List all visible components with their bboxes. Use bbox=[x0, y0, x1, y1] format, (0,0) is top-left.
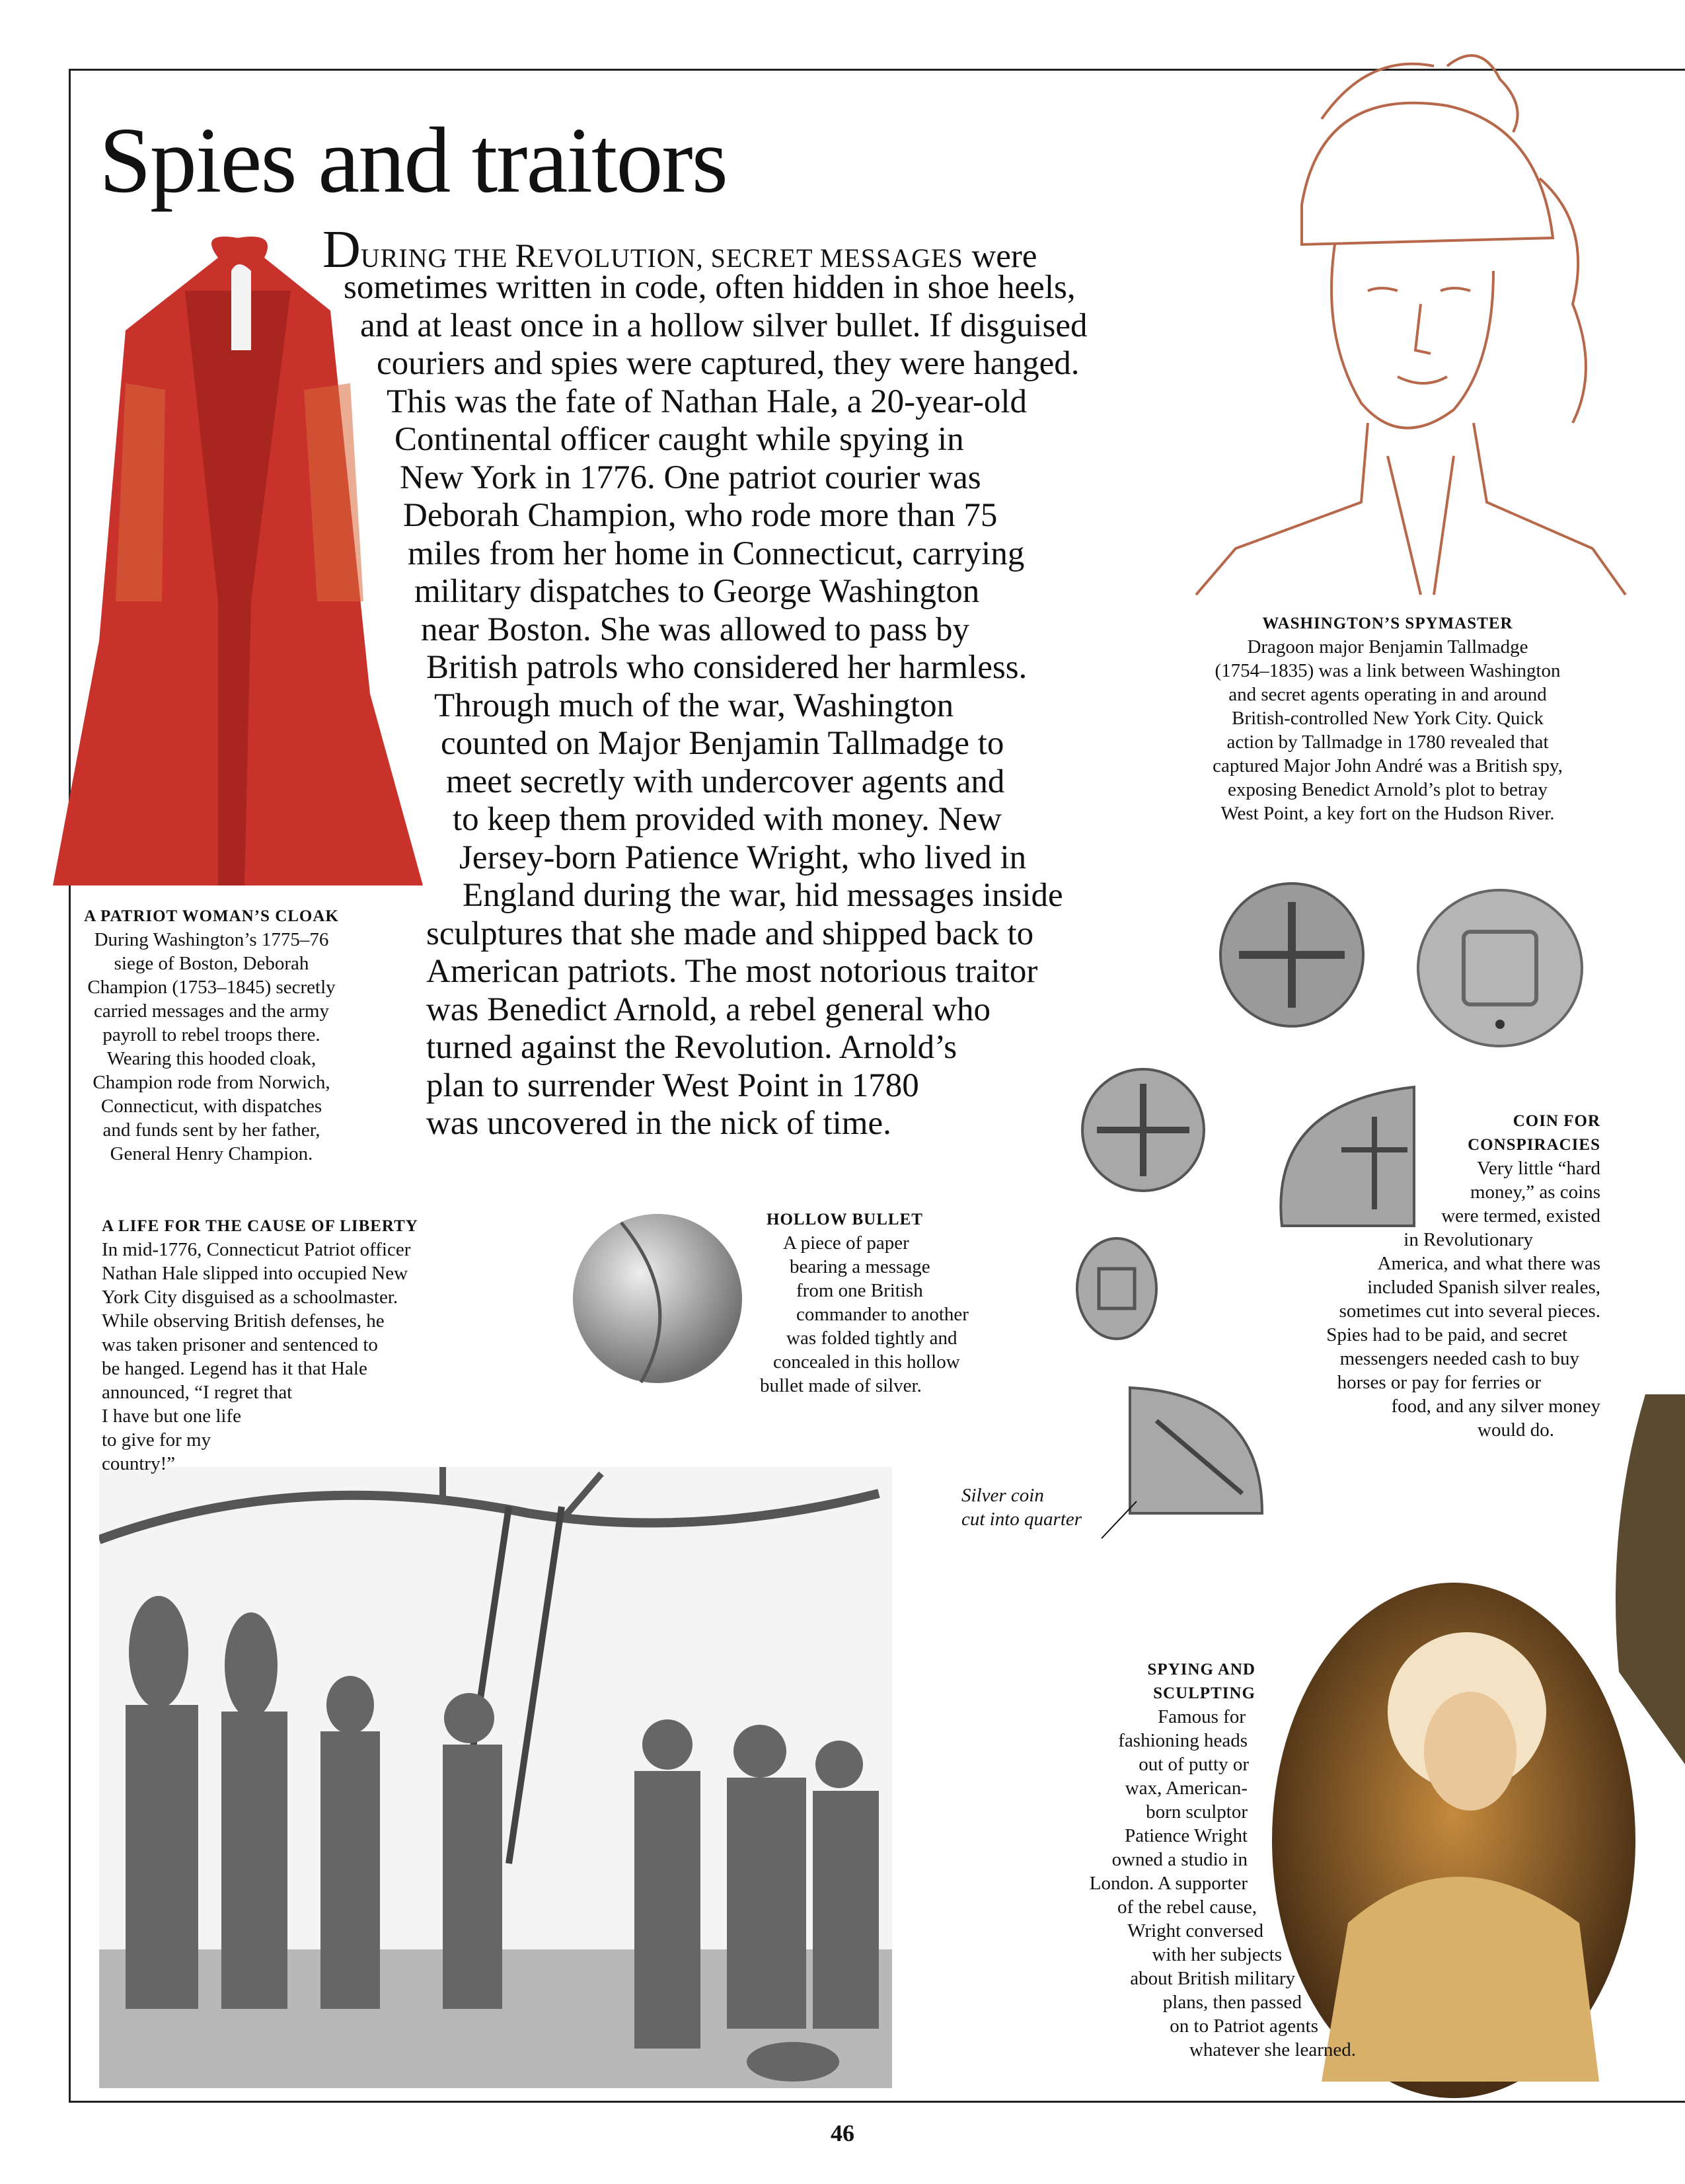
intro-line: DURING THE REVOLUTION, SECRET MESSAGES were bbox=[322, 221, 1037, 279]
intro-line: New York in 1776. One patriot courier was bbox=[400, 459, 981, 496]
intro-line: Jersey-born Patience Wright, who lived in bbox=[459, 839, 1027, 876]
intro-line: counted on Major Benjamin Tallmadge to bbox=[441, 725, 1004, 762]
patience-wright-portrait bbox=[1269, 1579, 1639, 2101]
intro-line: couriers and spies were captured, they were hanged. bbox=[377, 345, 1080, 382]
intro-line: England during the war, hid messages inside bbox=[463, 877, 1063, 914]
coin-image bbox=[1216, 879, 1368, 1031]
intro-line: This was the fate of Nathan Hale, a 20-year-old bbox=[387, 383, 1027, 420]
intro-line: miles from her home in Connecticut, carrying bbox=[408, 535, 1025, 572]
caption-heading: A LIFE FOR THE CAUSE OF LIBERTY bbox=[102, 1217, 418, 1235]
intro-line: Through much of the war, Washington bbox=[434, 687, 954, 724]
intro-line: turned against the Revolution. Arnold’s bbox=[426, 1029, 957, 1066]
half-coin-image bbox=[1262, 1077, 1421, 1229]
intro-line: was uncovered in the nick of time. bbox=[426, 1105, 891, 1142]
intro-line: meet secretly with undercover agents and bbox=[446, 763, 1005, 800]
hollow-bullet-image bbox=[568, 1209, 747, 1388]
caption-heading: SPYING AND bbox=[1147, 1661, 1255, 1678]
intro-line: to keep them provided with money. New bbox=[453, 801, 1002, 838]
intro-line: sculptures that she made and shipped back to bbox=[426, 915, 1034, 952]
intro-line: near Boston. She was allowed to pass by bbox=[421, 611, 970, 648]
page-title: Spies and traitors bbox=[99, 108, 727, 212]
caption-heading: SCULPTING bbox=[1153, 1684, 1255, 1702]
quarter-coin-image bbox=[1117, 1381, 1269, 1520]
execution-engraving-image bbox=[99, 1467, 892, 2088]
coin-image bbox=[1077, 1064, 1209, 1196]
intro-line: Deborah Champion, who rode more than 75 bbox=[403, 497, 998, 534]
intro-line: plan to surrender West Point in 1780 bbox=[426, 1067, 919, 1104]
intro-line: and at least once in a hollow silver bullet. If disguised bbox=[360, 307, 1088, 344]
coin-image bbox=[1414, 885, 1586, 1051]
caption-heading: A PATRIOT WOMAN’S CLOAK bbox=[84, 907, 339, 925]
dropcap: D bbox=[322, 221, 361, 279]
caption-heading: COIN FOR bbox=[1513, 1112, 1600, 1130]
small-coin-image bbox=[1074, 1236, 1160, 1341]
intro-line: British patrols who considered her harmless. bbox=[426, 649, 1028, 686]
intro-line: was Benedict Arnold, a rebel general who bbox=[426, 991, 991, 1028]
intro-line: American patriots. The most notorious traitor bbox=[426, 953, 1038, 990]
caption-pointer-line bbox=[1100, 1500, 1140, 1540]
page-number: 46 bbox=[831, 2120, 854, 2146]
intro-line: Continental officer caught while spying in bbox=[394, 421, 964, 458]
intro-line: military dispatches to George Washington bbox=[414, 573, 980, 610]
tallmadge-portrait-sketch bbox=[1170, 26, 1632, 601]
caption-heading: CONSPIRACIES bbox=[1468, 1136, 1600, 1154]
partial-image-edge bbox=[1606, 1394, 1685, 1764]
intro-line: sometimes written in code, often hidden in shoe heels, bbox=[344, 269, 1076, 306]
caption-heading: HOLLOW BULLET bbox=[767, 1211, 923, 1228]
caption-heading: WASHINGTON’S SPYMASTER bbox=[1262, 615, 1513, 632]
